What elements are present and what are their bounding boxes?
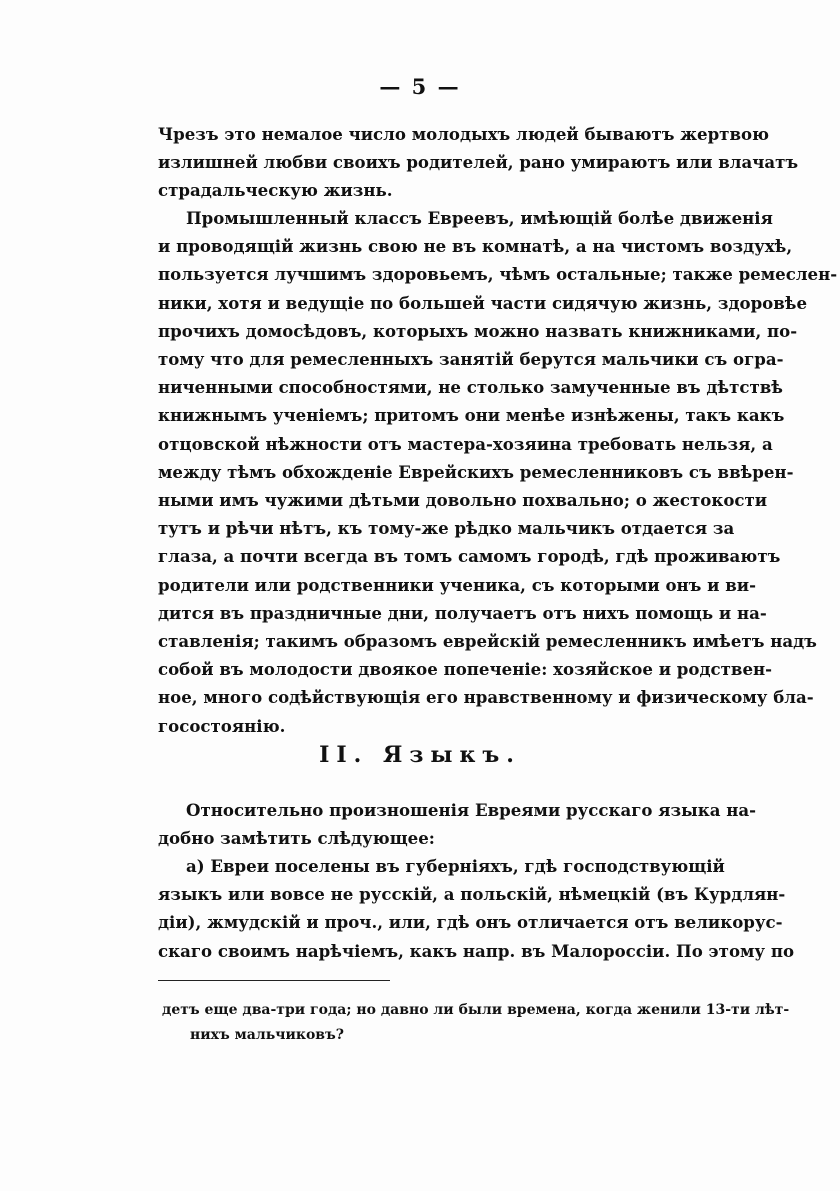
text-line: а) Евреи поселены въ губерніяхъ, гдѣ господствующій (186, 856, 725, 876)
text-line: отцовской нѣжности отъ мастера-хозяина требовать нельзя, а (158, 433, 773, 454)
text-line: діи), жмудскій и проч., или, гдѣ онъ отличается отъ великорус- (158, 912, 783, 933)
text-line: страдальческую жизнь. (158, 180, 393, 201)
text-line: ными имъ чужими дѣтьми довольно похвально; о жестокости (158, 490, 768, 511)
text-line: и проводящій жизнь свою не въ комнатѣ, а на чистомъ воздухѣ, (158, 236, 793, 257)
footnote-line: нихъ мальчиковъ? (190, 1027, 344, 1043)
text-line: ное, много содѣйствующія его нравственному и физическому бла- (158, 687, 814, 708)
text-line: родители или родственники ученика, съ которыми онъ и ви- (158, 574, 756, 595)
footnote-line: детъ еще два-три года; но давно ли были времена, когда женили 13-ти лѣт- (162, 1002, 790, 1018)
text-line: книжнымъ ученіемъ; притомъ они менѣе изнѣжены, такъ какъ (158, 405, 785, 426)
text-line: Относительно произношенія Евреями русскаго языка на- (186, 800, 757, 820)
text-line: ставленія; такимъ образомъ еврейскій ремесленникъ имѣетъ надъ (158, 631, 817, 652)
text-line: тому что для ремесленныхъ занятій берутся мальчики съ огра- (158, 349, 784, 370)
footnote (162, 998, 790, 1048)
paragraph-point-a (158, 852, 795, 965)
section-heading: II. Языкъ. (319, 742, 521, 768)
text-line: добно замѣтить слѣдующее: (158, 828, 435, 849)
text-line: излишней любви своихъ родителей, рано умираютъ или влачатъ (158, 152, 799, 173)
text-line: ники, хотя и ведущіе по большей части сидячую жизнь, здоровѣе (158, 292, 808, 313)
page-number: — 5 — (379, 74, 461, 99)
text-line: скаго своимъ нарѣчіемъ, какъ напр. въ Малороссіи. По этому по (158, 940, 795, 961)
text-line: Чрезъ это немалое число молодыхъ людей бываютъ жертвою (158, 124, 770, 144)
text-line: тутъ и рѣчи нѣтъ, къ тому-же рѣдко мальчикъ отдается за (158, 518, 735, 539)
text-line: между тѣмъ обхожденіе Еврейскихъ ремесленниковъ съ ввѣрен- (158, 461, 794, 482)
text-line: собой въ молодости двоякое попеченіе: хозяйское и родствен- (158, 659, 773, 680)
text-line: глаза, а почти всегда въ томъ самомъ городѣ, гдѣ проживаютъ (158, 546, 781, 567)
text-line: Промышленный классъ Евреевъ, имѣющій болѣе движенія (186, 208, 773, 228)
text-line: госостоянію. (158, 715, 286, 736)
text-line: пользуется лучшимъ здоровьемъ, чѣмъ остальные; также ремеслен- (158, 264, 838, 285)
text-line: прочихъ домосѣдовъ, которыхъ можно назвать книжниками, по- (158, 320, 798, 341)
footnote-divider (158, 980, 390, 981)
text-line: дится въ праздничные дни, получаетъ отъ нихъ помощь и на- (158, 602, 767, 623)
text-line: ниченными способностями, не столько замученные въ дѣтствѣ (158, 377, 783, 398)
paragraph-continuation (158, 120, 799, 205)
paragraph-pronunciation-intro (158, 796, 757, 852)
text-line: языкъ или вовсе не русскій, а польскій, нѣмецкій (въ Курдлян- (158, 884, 786, 905)
paragraph-industrial-class (158, 204, 838, 740)
